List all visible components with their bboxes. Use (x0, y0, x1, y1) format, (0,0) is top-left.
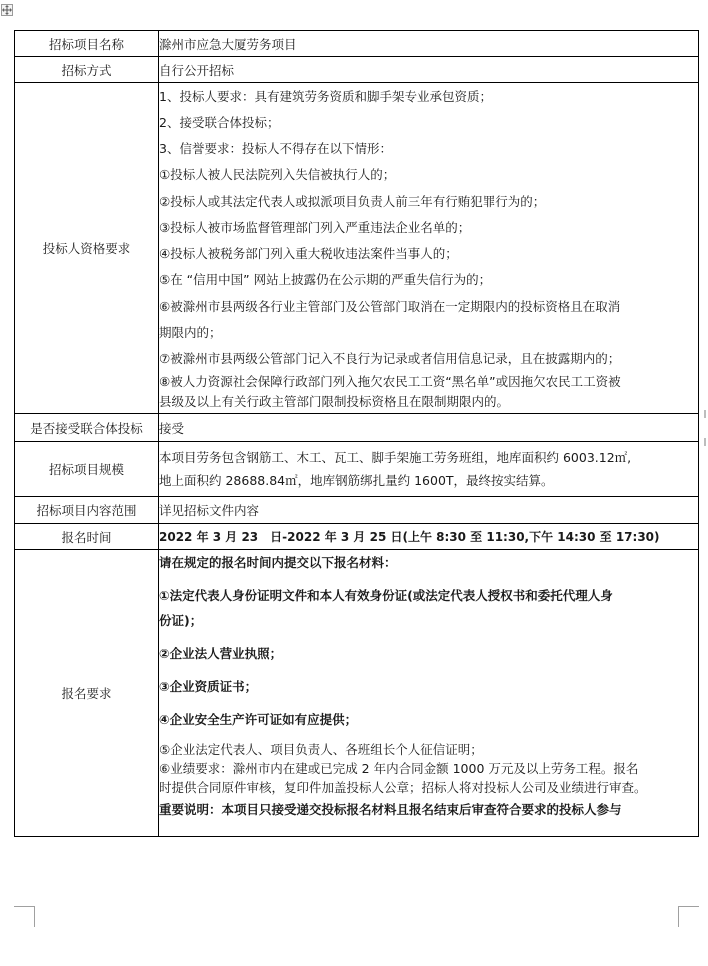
scale-line: 本项目劳务包含钢筋工、木工、瓦工、脚手架施工劳务班组，地库面积约 6003.12㎡, (159, 450, 632, 465)
reg-req-item-3: ③企业资质证书； (159, 679, 258, 694)
table-row (15, 497, 699, 524)
table-row (15, 442, 699, 497)
scope-label: 招标项目内容范围 (15, 497, 159, 524)
reg-req-intro: 请在规定的报名时间内提交以下报名材料： (159, 555, 397, 570)
scale-line: 地上面积约 28688.84㎡，地库钢筋绑扎量约 1600T，最终按实结算。 (159, 473, 554, 488)
table-row (15, 31, 699, 57)
qualification-line: 期限内的； (159, 324, 222, 340)
reg-req-item-4: ④企业安全生产许可证如有应提供； (159, 712, 358, 727)
qualification-label: 投标人资格要求 (15, 83, 159, 414)
page-corner-mark (678, 906, 699, 927)
qualification-line: ④投标人被税务部门列入重大税收违法案件当事人的； (159, 246, 458, 262)
scope-value: 详见招标文件内容 (159, 497, 699, 524)
project-name-value: 滁州市应急大厦劳务项目 (159, 31, 699, 57)
reg-req-note: 重要说明：本项目只接受递交投标报名材料且报名结束后审查符合要求的投标人参与 (159, 802, 622, 817)
reg-req-value (159, 550, 699, 837)
bid-method-value: 自行公开招标 (159, 57, 699, 83)
reg-req-label: 报名要求 (15, 550, 159, 837)
bid-info-table (14, 30, 699, 837)
reg-req-item-6-cont: 时提供合同原件审核，复印件加盖投标人公章；招标人将对投标人公司及业绩进行审查。 (159, 780, 647, 795)
scale-label: 招标项目规模 (15, 442, 159, 497)
qualification-line: 2、接受联合体投标； (159, 115, 280, 131)
bid-method-label: 招标方式 (15, 57, 159, 83)
qualification-line: 县级及以上有关行政主管部门限制投标资格且在限制期限内的。 (159, 394, 510, 410)
consortium-value: 接受 (159, 414, 699, 442)
qualification-line: ③投标人被市场监督管理部门列入严重违法企业名单的； (159, 219, 471, 235)
table-row (15, 550, 699, 837)
table-row (15, 414, 699, 442)
ruler-mark (704, 438, 706, 446)
reg-time-value: 2022 年 3 月 23 日-2022 年 3 月 25 日(上午 8:30 至 11:30,下午 14:30 至 17:30) (159, 524, 699, 550)
qualification-value (159, 83, 699, 414)
consortium-label: 是否接受联合体投标 (15, 414, 159, 442)
table-move-handle-icon[interactable] (1, 4, 13, 16)
table-row (15, 83, 699, 414)
qualification-line: 3、信誉要求：投标人不得存在以下情形： (159, 141, 392, 157)
reg-req-item-5: ⑤企业法定代表人、项目负责人、各班组长个人征信证明； (159, 742, 483, 757)
ruler-mark (704, 410, 706, 418)
scale-value (159, 442, 699, 497)
project-name-label: 招标项目名称 (15, 31, 159, 57)
reg-time-label: 报名时间 (15, 524, 159, 550)
qualification-line: ⑧被人力资源社会保障行政部门列入拖欠农民工工资“黑名单”或因拖欠农民工工资被 (159, 374, 621, 390)
table-row (15, 57, 699, 83)
reg-req-item-1: ①法定代表人身份证明文件和本人有效身份证(或法定代表人授权书和委托代理人身 (159, 588, 613, 603)
qualification-line: ⑤在 “信用中国” 网站上披露仍在公示期的严重失信行为的； (159, 272, 492, 288)
reg-req-item-2: ②企业法人营业执照； (159, 646, 283, 661)
reg-req-item-6: ⑥业绩要求：滁州市内在建或已完成 2 年内合同金额 1000 万元及以上劳务工程。报名 (159, 761, 639, 776)
qualification-line: ①投标人被人民法院列入失信被执行人的； (159, 167, 396, 183)
reg-req-item-1-cont: 份证)； (159, 613, 203, 628)
qualification-line: ⑥被滁州市县两级各行业主管部门及公管部门取消在一定期限内的投标资格且在取消 (159, 298, 621, 314)
qualification-line: 1、投标人要求：具有建筑劳务资质和脚手架专业承包资质； (159, 88, 492, 104)
table-row (15, 524, 699, 550)
qualification-line: ⑦被滁州市县两级公管部门记入不良行为记录或者信用信息记录，且在披露期内的； (159, 350, 621, 366)
page-corner-mark (14, 906, 35, 927)
qualification-line: ②投标人或其法定代表人或拟派项目负责人前三年有行贿犯罪行为的； (159, 193, 546, 209)
